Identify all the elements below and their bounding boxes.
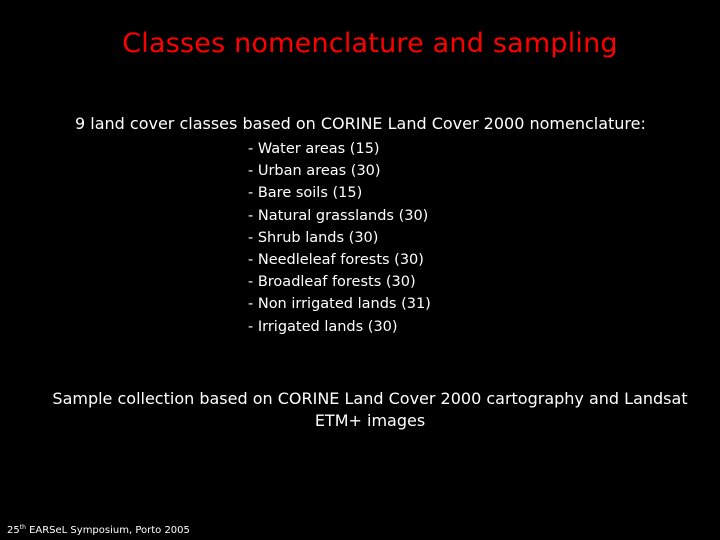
footer-ordinal: th xyxy=(19,524,26,531)
footer-number: 25 xyxy=(7,525,20,536)
list-item: - Water areas (15) xyxy=(248,141,380,157)
list-item: - Natural grasslands (30) xyxy=(248,207,429,224)
sample-collection-text: Sample collection based on CORINE Land Cover 2000 cartography and Landsat ETM+ images xyxy=(52,389,688,430)
list-item: - Bare soils (15) xyxy=(248,185,363,202)
list-item: - Broadleaf forests (30) xyxy=(248,274,416,291)
list-item: - Irrigated lands (30) xyxy=(248,318,398,335)
list-item: - Non irrigated lands (31) xyxy=(248,296,431,313)
footer xyxy=(7,524,190,536)
intro-text: 9 land cover classes based on CORINE Land Cover 2000 nomenclature: xyxy=(75,114,646,133)
land-cover-class-list xyxy=(248,138,431,338)
list-item: - Needleleaf forests (30) xyxy=(248,252,424,269)
slide-title: Classes nomenclature and sampling xyxy=(122,28,618,59)
list-item: - Urban areas (30) xyxy=(248,163,381,180)
footer-text: EARSeL Symposium, Porto 2005 xyxy=(25,525,190,536)
list-item: - Shrub lands (30) xyxy=(248,229,379,246)
